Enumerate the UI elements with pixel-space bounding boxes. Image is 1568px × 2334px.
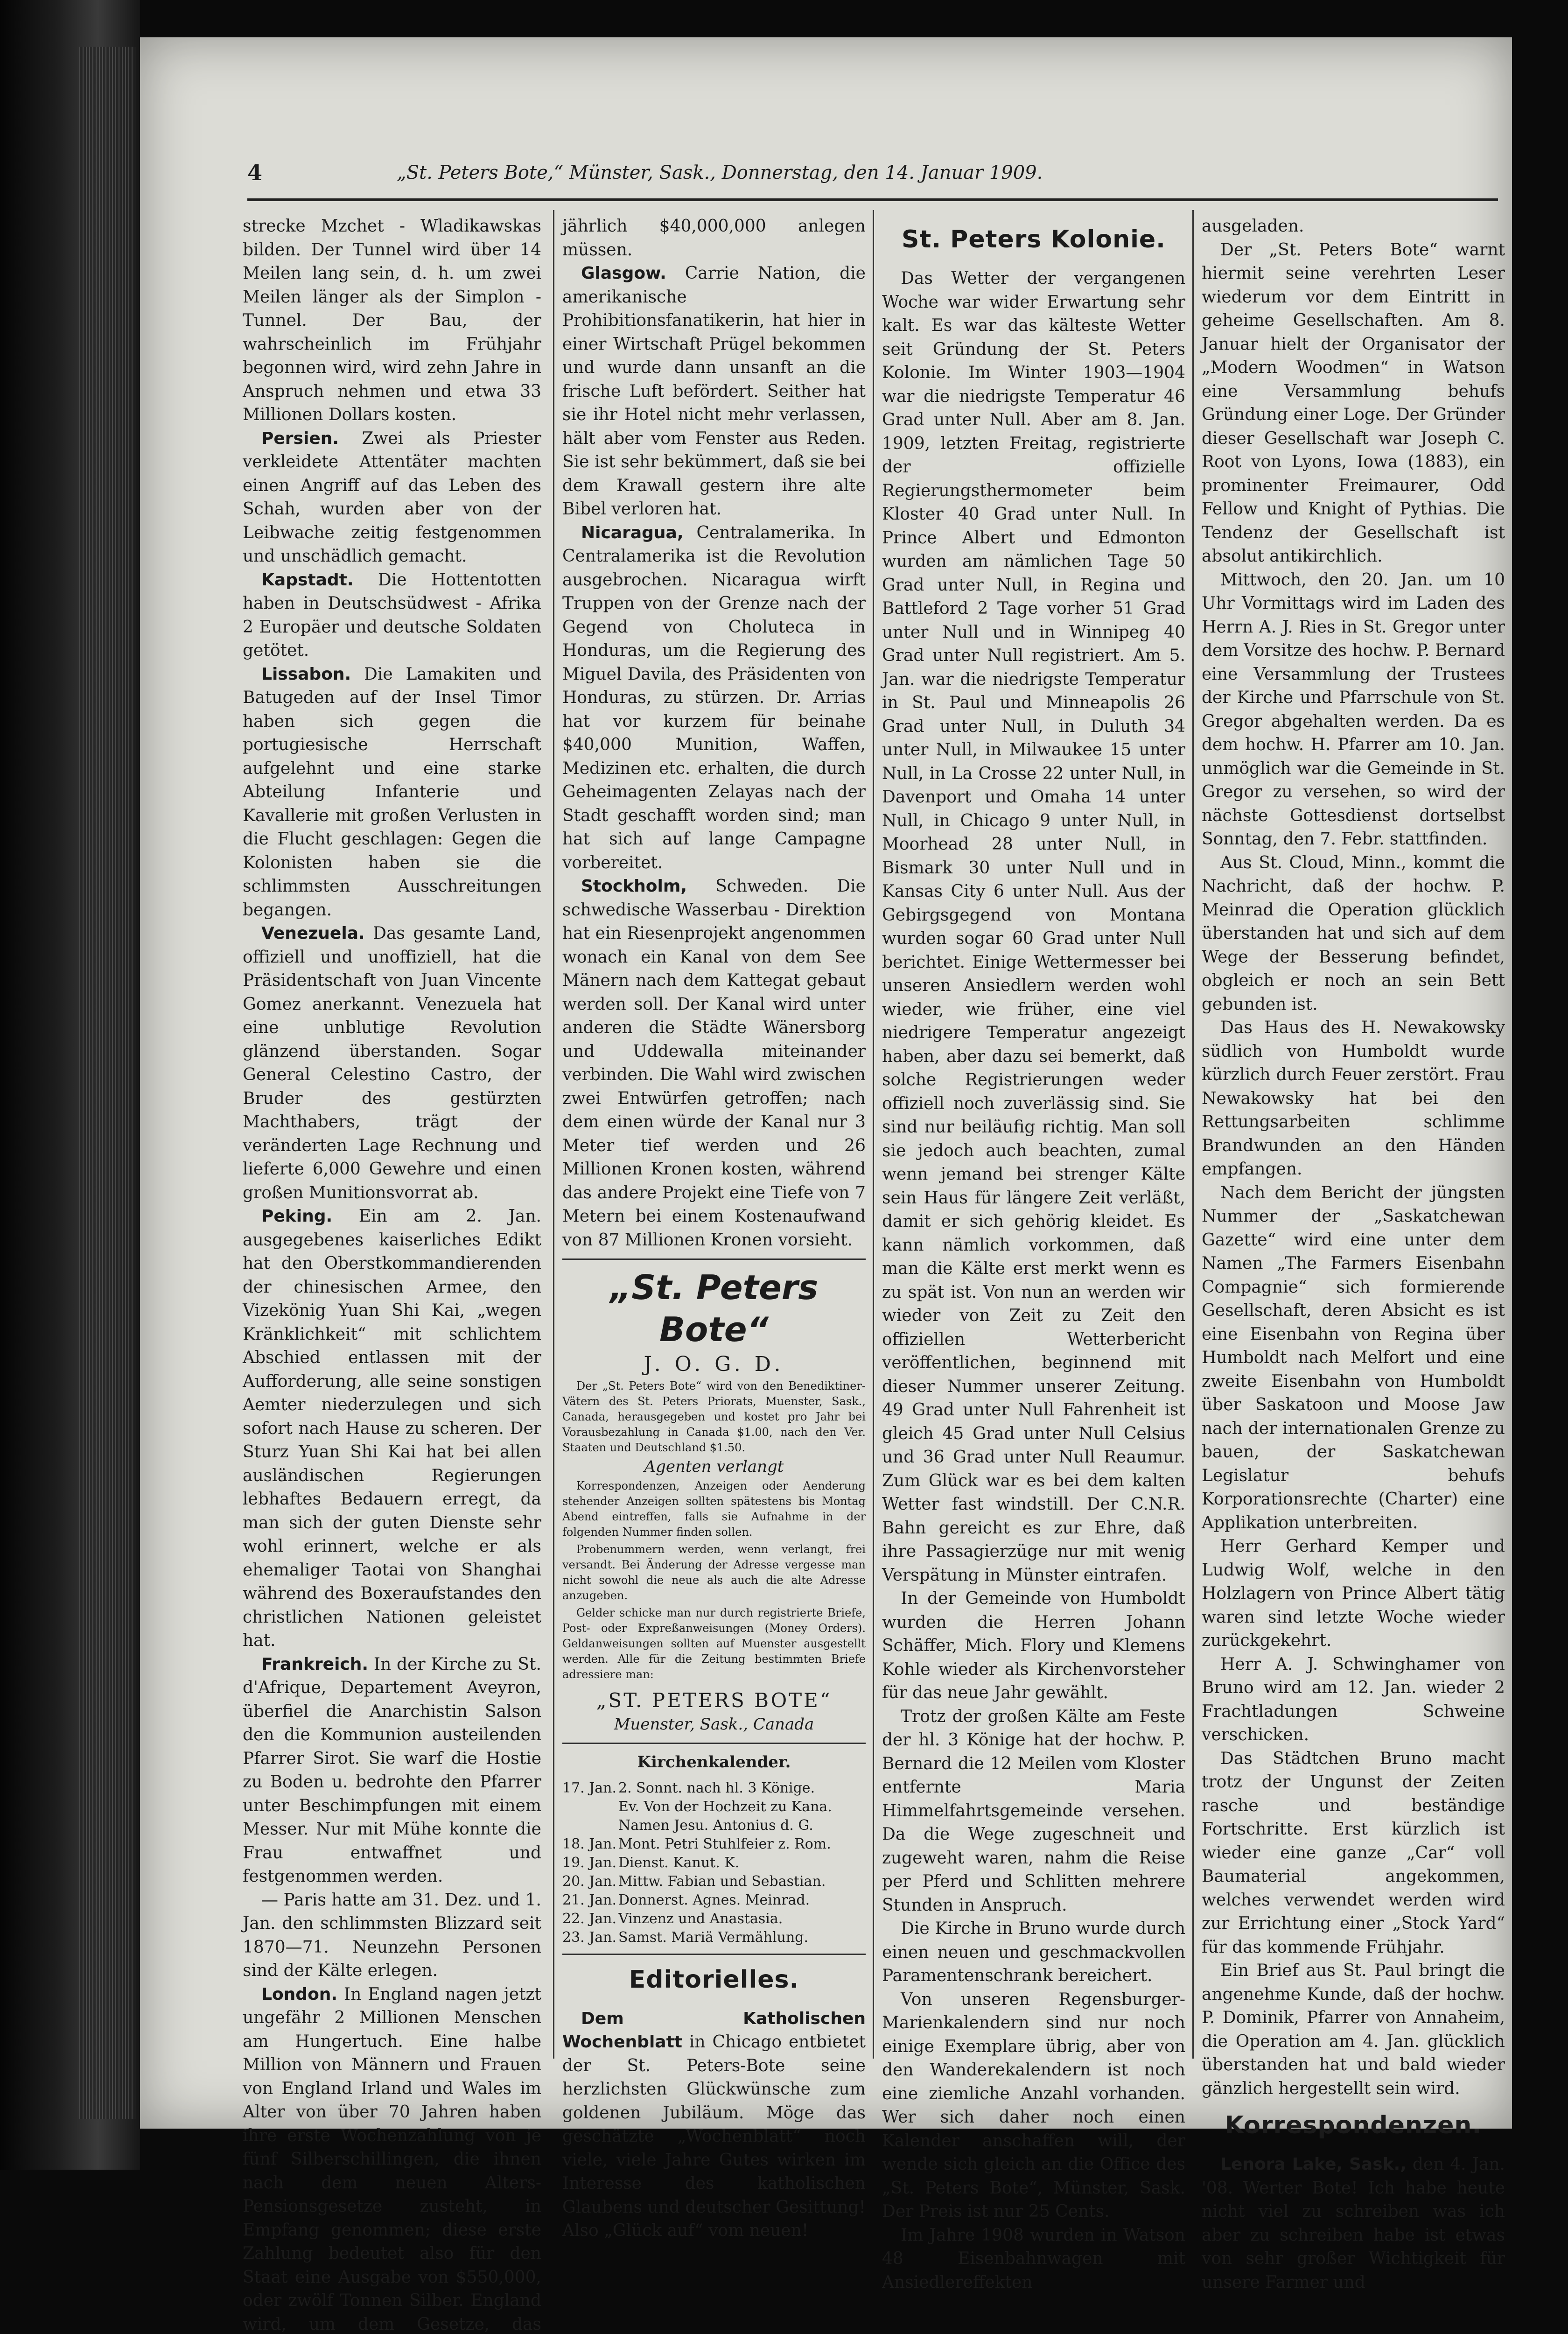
calendar-date: 21. Jan. xyxy=(562,1891,618,1910)
calendar-entry: Ev. Von der Hochzeit zu Kana. xyxy=(618,1798,866,1816)
section-rule xyxy=(562,1258,866,1260)
calendar-entry: Mittw. Fabian und Sebastian. xyxy=(618,1872,866,1891)
mailing-address-name: „ST. PETERS BOTE“ xyxy=(562,1689,866,1713)
header-rule xyxy=(247,198,1498,201)
editorial-paragraph xyxy=(562,2007,866,2243)
calendar-date: 17. Jan. xyxy=(562,1779,618,1798)
local-item: Ein Brief aus St. Paul bringt die angenehme Kunde, daß der hochw. P. Dominik, Pfarrer von Annaheim, die Operation am 4. Jan. glücklich überstanden hat und bald wieder gänzlich hergestellt sein wird. xyxy=(1202,1959,1505,2101)
article-paragraph: strecke Mzchet - Wladikawskas bilden. Der Tunnel wird über 14 Meilen lang sein, d. h. um zwei Meilen länger als der Simplon - Tunnel. Der Bau, der wahrscheinlich im Frühjahr begonnen wird, wird zehn Jahre in Anspruch nehmen und etwa 33 Millionen Dollars kosten. xyxy=(243,215,541,427)
news-item-paris: — Paris hatte am 31. Dez. und 1. Jan. den schlimmsten Blizzard seit 1870—71. Neunzehn Personen sind der Kälte erlegen. xyxy=(243,1889,541,1983)
news-item-nicaragua xyxy=(562,521,866,875)
local-item: Trotz der großen Kälte am Feste der hl. 3 Könige hat der hochw. P. Bernard die 12 Meilen vom Kloster entfernte Maria Himmelfahrtsgemeinde versehen. Da die Wege zugeschneit und zugeweht waren, nahm die Reise per Pferd und Schlitten mehrere Stunden in Anspruch. xyxy=(882,1705,1185,1918)
section-rule xyxy=(562,1954,866,1955)
mailing-address-location: Muenster, Sask., Canada xyxy=(562,1713,866,1736)
calendar-date: 18. Jan. xyxy=(562,1835,618,1854)
calendar-entry: Mont. Petri Stuhlfeier z. Rom. xyxy=(618,1835,866,1854)
calendar-row xyxy=(562,1835,866,1854)
local-item: Herr A. J. Schwinghamer von Bruno wird am 12. Jan. wieder 2 Frachtladungen Schweine verschicken. xyxy=(1202,1653,1505,1747)
local-item: Herr Gerhard Kemper und Ludwig Wolf, welche in den Holzlagern von Prince Albert tätig waren sind letzte Woche wieder zurückgekehrt. xyxy=(1202,1535,1505,1653)
news-text: Schweden. Die schwedische Wasserbau - Direktion hat ein Riesenprojekt angenommen wonach ein Kanal von dem See Mänern nach dem Kattegat gebaut werden soll. Der Kanal wird unter anderen die Städte Wänersborg und Uddewalla miteinander verbinden. Die Wahl wird zwischen zwei Entwürfen getroffen; nach dem einen würde der Kanal nur 3 Meter tief werden und 26 Millionen Kronen kosten, während das andere Projekt eine Tiefe von 7 Metern bei einem Kostenaufwand von 87 Millionen Kronen vorsieht. xyxy=(562,877,866,1250)
editorial-lead: Dem Katholischen Wochenblatt xyxy=(562,2009,866,2052)
news-text: In England nagen jetzt ungefähr 2 Millionen Menschen am Hungertuch. Eine halbe Million von Männern und Frauen von England Irland und Wales im Alter von über 70 Jahren haben ihre erste Wochenzahlung von je fünf Silberschillingen, die ihnen nach dem neuen Alters-Pensionsgesetze zusteht, in Empfang genommen; diese erste Zahlung bedeutet also für den Staat eine Ausgabe von $550,000, oder zwölf Tonnen Silber. England wird, um dem Gesetze, das xyxy=(243,1985,541,2334)
column-3 xyxy=(882,215,1185,2082)
news-text: Die Lamakiten und Batugeden auf der Insel Timor haben sich gegen die portugiesische Herrschaft aufgelehnt und eine starke Abteilung Infanterie und Kavallerie mit großen Verlusten in die Flucht geschlagen: Gegen die Kolonisten haben sie die schlimmsten Ausschreitungen begangen. xyxy=(243,665,541,920)
calendar-entry: 2. Sonnt. nach hl. 3 Könige. xyxy=(618,1779,866,1798)
calendar-row xyxy=(562,1798,866,1816)
section-rule xyxy=(562,1743,866,1744)
editorial-text: in Chicago entbietet der St. Peters-Bote seine herzlichsten Glückwünsche zum goldenen Jubiläum. Möge das geschätzte „Wochenblatt“ noch viele, viele Jahre Gutes wirken im Interesse des katholischen Glaubens und deutscher Gesittung! Also „Glück auf“ vom neuen! xyxy=(562,2032,866,2240)
calendar-row xyxy=(562,1910,866,1928)
local-item: Im Jahre 1908 wurden in Watson 48 Eisenbahnwagen mit Ansiedlereffekten xyxy=(882,2224,1185,2295)
sample-copy-info: Probenummern werden, wenn verlangt, frei versandt. Bei Änderung der Adresse vergesse man nicht sowohl die neue als auch die alte Adresse anzugeben. xyxy=(562,1542,866,1603)
news-item-lissabon xyxy=(243,663,541,922)
column-rule xyxy=(1192,210,1194,2059)
article-paragraph: ausgeladen. xyxy=(1202,215,1505,239)
calendar-row xyxy=(562,1816,866,1835)
colony-news-heading: St. Peters Kolonie. xyxy=(882,223,1185,256)
news-item-kapstadt xyxy=(243,569,541,663)
binding-stack xyxy=(79,47,135,2119)
news-text: Centralamerika. In Centralamerika ist die Revolution ausgebrochen. Nicaragua wirft Truppen von der Grenze nach der Gegend von Choluteca in Honduras, um die Regierung des Miguel Davila, des Präsidenten von Honduras, zu stürzen. Dr. Arrias hat vor kurzem für beinahe $40,000 Munition, Waffen, Medizinen etc. erhalten, die durch Geheimagenten Zelayas nach der Stadt geschafft worden sind; man hat sich auf lange Campagne vorbereitet. xyxy=(562,523,866,872)
news-item-glasgow xyxy=(562,262,866,521)
news-text: In der Kirche zu St. d'Afrique, Departement Aveyron, überfiel die Anarchistin Salson den die Kommunion austeilenden Pfarrer Sirot. Sie warf die Hostie zu Boden u. bedrohte den Pfarrer unter Beschimpfungen mit einem Messer. Nur mit Mühe konnte die Frau entwaffnet und festgenommen werden. xyxy=(243,1655,541,1886)
masthead-motto: J. O. G. D. xyxy=(562,1350,866,1378)
editorial-heading: Editorielles. xyxy=(562,1963,866,1996)
agents-wanted: Agenten verlangt xyxy=(562,1459,866,1475)
masthead-title: „St. Peters Bote“ xyxy=(562,1266,866,1350)
calendar-entry: Vinzenz und Anastasia. xyxy=(618,1910,866,1928)
dateline: London. xyxy=(261,1985,337,2004)
local-item: Das Städtchen Bruno macht trotz der Ungunst der Zeiten rasche und beständige Fortschritte. Erst kürzlich ist wieder eine ganze „Car“ voll Baumaterial angekommen, welches verwendet werden wird zur Errichtung einer „Stock Yard“ für das kommende Frühjahr. xyxy=(1202,1747,1505,1960)
dateline: Lenora Lake, Sask., xyxy=(1220,2155,1407,2174)
news-text: Ein am 2. Jan. ausgegebenes kaiserliches Edikt hat den Oberstkommandierenden der chinesischen Armee, den Vizekönig Yuan Shi Kai, „wegen Kränklichkeit“ mit schlichtem Abschied entlassen mit der Aufforderung, alle seine sonstigen Aemter niederzulegen und sich sofort nach Hause zu scheren. Der Sturz Yuan Shi Kai hat bei allen ausländischen Regierungen lebhaftes Bedauern erregt, da man sich der guten Dienste sehr wohl erinnert, welche er als ehemaliger Taotai von Shanghai während des Boxeraufstandes den christlichen Nationen geleistet hat. xyxy=(243,1207,541,1650)
calendar-date: 19. Jan. xyxy=(562,1854,618,1872)
church-calendar-title: Kirchenkalender. xyxy=(562,1750,866,1774)
calendar-date: 23. Jan. xyxy=(562,1928,618,1947)
news-item-london xyxy=(243,1983,541,2334)
local-item: Von unseren Regensburger-Marienkalendern sind nur noch einige Exemplare übrig, aber von den Wanderekalendern ist noch eine ziemliche Anzahl vorhanden. Wer sich daher noch einen Kalender anschaffen will, der wende sich gleich an die Office des „St. Peters Bote“, Münster, Sask. Der Preis ist nur 25 Cents. xyxy=(882,1988,1185,2224)
news-item-peking xyxy=(243,1205,541,1653)
calendar-date: 22. Jan. xyxy=(562,1910,618,1928)
dateline: Glasgow. xyxy=(581,264,666,283)
column-1 xyxy=(243,215,541,2082)
letter-text: den 4. Jan. '08. Werter Bote! Ich habe heute nicht viel zu schreiben was ich aber zu schreiben habe ist etwas von sehr großer Wichtigkeit für unsere Farmer und xyxy=(1202,2155,1505,2292)
subscription-info: Der „St. Peters Bote“ wird von den Benediktiner-Vätern des St. Peters Priorats, Muenster, Sask., Canada, herausgegeben und kostet pro Jahr bei Vorausbezahlung in Canada $1.00, nach den Ver. Staaten und Deutschland $1.50. xyxy=(562,1378,866,1455)
calendar-row xyxy=(562,1928,866,1947)
church-calendar xyxy=(562,1779,866,1947)
binding-edge xyxy=(0,0,140,2170)
dateline: Stockholm, xyxy=(581,877,687,896)
calendar-date xyxy=(562,1816,618,1835)
deadline-info: Korrespondenzen, Anzeigen oder Aenderung stehender Anzeigen sollten spätestens bis Montag Abend eintreffen, falls sie Aufnahme in der folgenden Nummer finden sollen. xyxy=(562,1478,866,1540)
news-item-stockholm xyxy=(562,875,866,1252)
calendar-row xyxy=(562,1854,866,1872)
calendar-row xyxy=(562,1779,866,1798)
column-2 xyxy=(562,215,866,2082)
dateline: Lissabon. xyxy=(261,665,351,684)
calendar-entry: Namen Jesu. Antonius d. G. xyxy=(618,1816,866,1835)
local-item: Die Kirche in Bruno wurde durch einen neuen und geschmackvollen Paramentenschrank bereichert. xyxy=(882,1917,1185,1988)
calendar-entry: Samst. Mariä Vermählung. xyxy=(618,1928,866,1947)
calendar-date xyxy=(562,1798,618,1816)
page-header xyxy=(257,154,1498,191)
dateline: Nicaragua, xyxy=(581,523,684,542)
dateline: Kapstadt. xyxy=(261,570,354,590)
local-item: Das Haus des H. Newakowsky südlich von Humboldt wurde kürzlich durch Feuer zerstört. Frau Newakowsky hat bei den Rettungsarbeiten schlimme Brandwunden an den Händen empfangen. xyxy=(1202,1016,1505,1181)
dateline: Peking. xyxy=(261,1207,332,1226)
column-4 xyxy=(1202,215,1505,2082)
local-item: In der Gemeinde von Humboldt wurden die Herren Johann Schäffer, Mich. Flory und Klemens Kohle wieder als Kirchenvorsteher für das neue Jahr gewählt. xyxy=(882,1587,1185,1705)
calendar-date: 20. Jan. xyxy=(562,1872,618,1891)
calendar-entry: Dienst. Kanut. K. xyxy=(618,1854,866,1872)
page-number: 4 xyxy=(247,160,262,185)
news-item-venezuela xyxy=(243,922,541,1205)
article-paragraph: jährlich $40,000,000 anlegen müssen. xyxy=(562,215,866,262)
news-text: Carrie Nation, die amerikanische Prohibitionsfanatikerin, hat hier in einer Wirtschaft Prügel bekommen und wurde dann unsanft an die frische Luft befördert. Seither hat sie ihr Hotel nicht mehr verlassen, hält aber vom Fenster aus Reden. Sie ist sehr bekümmert, daß sie bei dem Krawall gestern ihre alte Bibel verloren hat. xyxy=(562,264,866,519)
news-item-frankreich xyxy=(243,1653,541,1889)
news-text: Zwei als Priester verkleidete Attentäter machten einen Angriff auf das Leben des Schah, wurden aber von der Leibwache zeitig festgenommen und unschädlich gemacht. xyxy=(243,429,541,566)
dateline: Frankreich. xyxy=(261,1655,368,1674)
news-item-persien xyxy=(243,427,541,569)
local-item: Mittwoch, den 20. Jan. um 10 Uhr Vormittags wird im Laden des Herrn A. J. Ries in St. Gregor unter dem Vorsitze des hochw. P. Bernard eine Versammlung der Trustees der Kirche und Pfarrschule von St. Gregor abgehalten werden. Da es dem hochw. H. Pfarrer am 10. Jan. unmöglich war die Gemeinde in St. Gregor zu versehen, so wird der nächste Gottesdienst dortselbst Sonntag, den 7. Febr. stattfinden. xyxy=(1202,569,1505,851)
weather-report: Das Wetter der vergangenen Woche war wider Erwartung sehr kalt. Es war das kälteste Wetter seit Gründung der St. Peters Kolonie. Im Winter 1903—1904 war die niedrigste Temperatur 46 Grad unter Null. Aber am 8. Jan. 1909, letzten Freitag, registrierte der offizielle Regierungsthermometer beim Kloster 40 Grad unter Null. In Prince Albert und Edmonton wurden am nämlichen Tage 50 Grad unter Null, in Regina und Battleford 2 Tage vorher 51 Grad unter Null und in Winnipeg 40 Grad unter Null registriert. Am 5. Jan. war die niedrigste Temperatur in St. Paul und Minneapolis 26 Grad unter Null, in Duluth 34 unter Null, in Milwaukee 15 unter Null, in La Crosse 22 unter Null, in Davenport und Omaha 14 unter Null, in Chicago 9 unter Null, in Moorhead 28 unter Null, in Bismark 30 unter Null und in Kansas City 6 unter Null. Aus der Gebirgsgegend von Montana wurden sogar 60 Grad unter Null berichtet. Einige Wettermesser bei unseren Ansiedlern werden wohl wieder, wie früher, eine viel niedrigere Temperatur angezeigt haben, aber dazu sei bemerkt, daß solche Registrierungen weder offiziell noch zuverlässig sind. Sie sind nur beiläufig richtig. Man soll sie jedoch auch beachten, zumal wenn jemand bei strenger Kälte sein Haus für längere Zeit verläßt, damit er sich gehörig kleidet. Es kann nämlich vorkommen, daß man die Kälte erst merkt wenn es zu spät ist. Von nun an werden wir wieder von Zeit zu Zeit den offiziellen Wetterbericht veröffentlichen, beginnend mit dieser Nummer unserer Zeitung. 49 Grad unter Null Fahrenheit ist gleich 45 Grad unter Null Celsius und 36 Grad unter Null Reaumur. Zum Glück war es bei dem kalten Wetter fast windstill. Der C.N.R. Bahn gereicht es zur Ehre, daß ihre Passagierzüge nur mit wenig Verspätung in Münster eintrafen. xyxy=(882,267,1185,1587)
local-item: Der „St. Peters Bote“ warnt hiermit seine verehrten Leser wiederum vor dem Eintritt in geheime Gesellschaften. Am 8. Januar hielt der Organisator der „Modern Woodmen“ in Watson eine Versammlung behufs Gründung einer Loge. Der Gründer dieser Gesellschaft war Joseph C. Root von Lyons, Iowa (1883), ein prominenter Freimaurer, Odd Fellow und Knight of Pythias. Die Tendenz der Gesellschaft ist absolut antikirchlich. xyxy=(1202,239,1505,569)
column-rule xyxy=(873,210,874,2059)
local-item: Aus St. Cloud, Minn., kommt die Nachricht, daß der hochw. P. Meinrad die Operation glücklich überstanden hat und sich auf dem Wege der Besserung befindet, obgleich er noch an sein Bett gebunden ist. xyxy=(1202,851,1505,1017)
header-dateline: „St. Peters Bote,“ Münster, Sask., Donnerstag, den 14. Januar 1909. xyxy=(397,162,1043,183)
column-rule xyxy=(553,210,554,2059)
local-item: Nach dem Bericht der jüngsten Nummer der „Saskatchewan Gazette“ wird eine unter dem Namen „The Farmers Eisenbahn Compagnie“ sich formierende Gesellschaft, deren Absicht es ist eine Eisenbahn von Regina über Humboldt nach Melfort und eine zweite Eisenbahn von Humboldt über Saskatoon und Moose Jaw nach der internationalen Grenze zu bauen, der Saskatchewan Legislatur behufs Korporationsrechte (Charter) eine Applikation unterbreiten. xyxy=(1202,1181,1505,1535)
dateline: Venezuela. xyxy=(261,924,365,943)
news-text: Die Hottentotten haben in Deutschsüdwest - Afrika 2 Europäer und deutsche Soldaten getötet. xyxy=(243,570,541,661)
calendar-row xyxy=(562,1872,866,1891)
payment-info: Gelder schicke man nur durch registrierte Briefe, Post- oder Expreßanweisungen (Money Orders). Geldanweisungen sollten auf Muenster ausgestellt werden. Alle für die Zeitung bestimmten Briefe adressiere man: xyxy=(562,1605,866,1682)
calendar-row xyxy=(562,1891,866,1910)
newspaper-page xyxy=(140,37,1512,2129)
publisher-notice xyxy=(562,1378,866,1682)
correspondence-heading: Korrespondenzen. xyxy=(1202,2109,1505,2142)
dateline: Persien. xyxy=(261,429,339,448)
calendar-entry: Donnerst. Agnes. Meinrad. xyxy=(618,1891,866,1910)
news-text: Das gesamte Land, offiziell und unoffiziell, hat die Präsidentschaft von Juan Vincente Gomez anerkannt. Venezuela hat eine unblutige Revolution glänzend überstanden. Sogar General Celestino Castro, der Bruder des gestürzten Machthabers, trägt der veränderten Lage Rechnung und lieferte 6,000 Gewehre und einen großen Munitionsvorrat ab. xyxy=(243,924,541,1202)
correspondence-letter xyxy=(1202,2153,1505,2294)
